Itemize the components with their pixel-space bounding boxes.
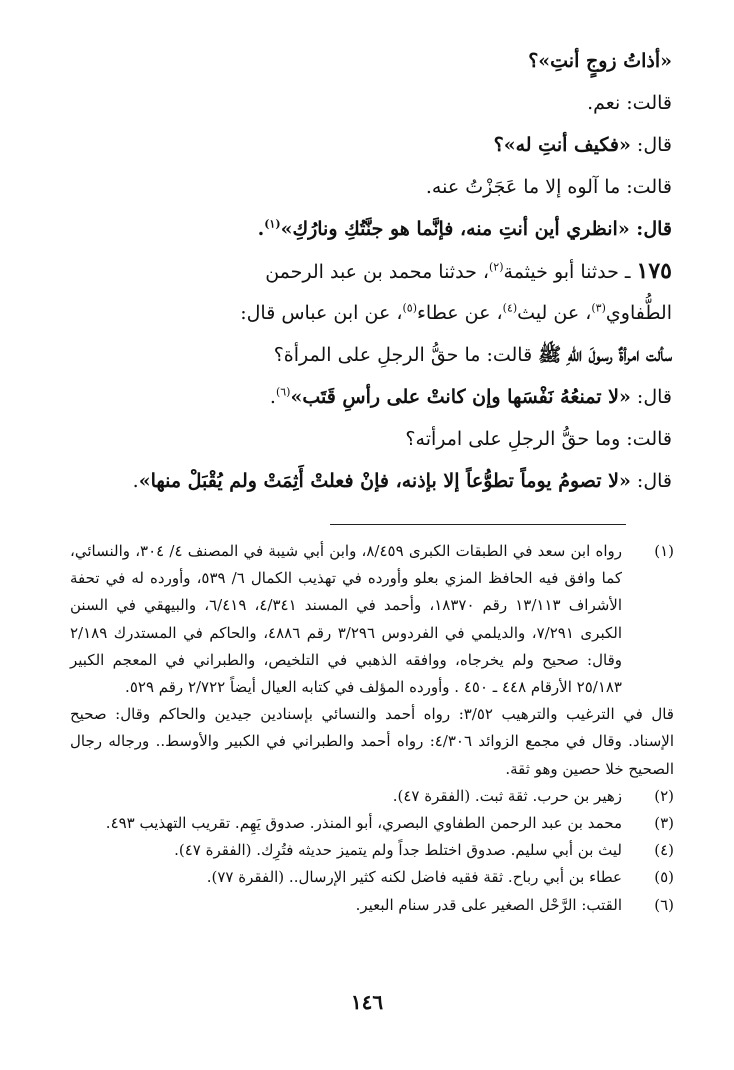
footnote-ref-2[interactable]: (٢): [489, 260, 504, 274]
footnote-separator: [330, 524, 626, 525]
footnote-ref-4[interactable]: (٤): [502, 301, 518, 315]
footnote-number: (٣): [654, 814, 674, 833]
text-line-9: قال: «لا تمنعُهُ نَفْسَها وإن كانتْ على رأسِ قَتَب»$^{(٦)}$.: [269, 385, 672, 408]
text-line-5: قال: «انظري أين أنتِ منه، فإنَّما هو جنَّتُكِ ونارُكِ»$^{(١)}$.: [257, 217, 672, 240]
footnote-2: [70, 783, 674, 810]
footnotes: [70, 538, 674, 919]
main-text: [60, 40, 672, 502]
text-line-10: قالت: وما حقُّ الرجلِ على امرأته؟: [405, 428, 672, 450]
footnote-number: (٢): [654, 786, 674, 805]
footnote-text: محمد بن عبد الرحمن الطفاوي البصري، أبو المنذر. صدوق يَهِم. تقريب التهذيب ٤٩٣.: [105, 814, 622, 833]
footnote-text: زهير بن حرب. ثقة ثبت. (الفقرة ٤٧).: [392, 786, 622, 805]
footnote-number: (١): [654, 542, 674, 560]
footnote-text: رواه ابن سعد في الطبقات الكبرى ٨/٤٥٩، وابن أبي شيبة في المصنف ٤/ ٣٠٤، والنسائي، كما وافق فيه الحافظ المزي بعلو وأورده في تهذيب الكمال ٦/ ٥٣٩، وأورده له في تحفة الأشراف ١٣/١١٣ رقم ١٨٣٧٠، وأحمد في المسند ٤/٣٤١، ٦/٤١٩، والبيهقي في السنن الكبرى ٧/٢٩١، والديلمي في الفردوس ٣/٢٩٦ رقم ٤٨٨٦، والحاكم في المستدرك ٢/١٨٩ وقال: صحيح ولم يخرجاه، ووافقه الذهبي في التلخيص، والطبراني في المعجم الكبير ٢٥/١٨٣ الأرقام ٤٤٨ ـ ٤٥٠ . وأورده المؤلف في كتابه العيال أيضاً ٢/٧٢٢ رقم ٥٢٩.: [70, 542, 623, 697]
footnote-ref-1[interactable]: (١): [264, 217, 281, 231]
hadith-number: ١٧٥: [636, 258, 672, 284]
footnote-1: [70, 538, 674, 701]
footnote-6: [70, 892, 674, 919]
text-line-4: قالت: ما آلوه إلا ما عَجَزْتُ عنه.: [425, 176, 672, 198]
text-line-11: قال: «لا تصومُ يوماً تطوُّعاً إلا بإذنه، فإنْ فعلتْ أَثِمَتْ ولم يُقْبَلْ منها».: [132, 470, 672, 492]
footnote-ref-5[interactable]: (٥): [402, 301, 417, 315]
hadith-175-line-1: ١٧٥ ـ حدثنا أبو خيثمة$^{(٢)}$، حدثنا محمد بن عبد الرحمن: [265, 258, 672, 284]
footnote-4: [70, 837, 674, 864]
footnote-1-continued: [70, 701, 674, 783]
footnote-text: قال في الترغيب والترهيب ٣/٥٢: رواه أحمد والنسائي بإسنادين جيدين والحاكم وقال: صحيح الإسناد. وقال في مجمع الزوائد ٤/٣٠٦: رواه أحمد والطبراني في الكبير والأوسط.. ورجاله رجال الصحيح خلا حصين وهو ثقة.: [70, 705, 674, 778]
hadith-175-line-2: الطُّفاوي$^{(٣)}$، عن ليث$^{(٤)}$، عن عطاء$^{(٥)}$، عن ابن عباس قال:: [240, 301, 672, 324]
footnote-3: [70, 810, 674, 837]
footnote-number: (٦): [654, 895, 674, 914]
footnote-text: ليث بن أبي سليم. صدوق اختلط جداً ولم يتميز حديثه فتُرِك. (الفقرة ٤٧).: [174, 841, 622, 860]
footnote-text: القتب: الرَّحْل الصغير على قدر سنام البعير.: [355, 895, 622, 914]
footnote-5: [70, 864, 674, 891]
footnote-number: (٥): [654, 868, 674, 887]
footnote-ref-3[interactable]: (٣): [591, 301, 606, 315]
text-line-8: سألت امرأةٌ رسولَ اللّهِ ﷺ قالت: ما حقُّ الرجلِ على المرأة؟: [273, 344, 672, 366]
text-line-2: قالت: نعم.: [587, 92, 672, 114]
footnote-ref-6[interactable]: (٦): [275, 385, 291, 399]
text-line-3: قال: «فكيف أنتِ له»؟: [493, 134, 672, 156]
page-number: ١٤٦: [350, 990, 384, 1014]
footnote-text: عطاء بن أبي رباح. ثقة فقيه فاضل لكنه كثير الإرسال.. (الفقرة ٧٧).: [206, 868, 622, 887]
footnote-number: (٤): [654, 841, 674, 860]
text-line-1: «أذاتُ زوجٍ أنتِ»؟: [528, 50, 672, 72]
